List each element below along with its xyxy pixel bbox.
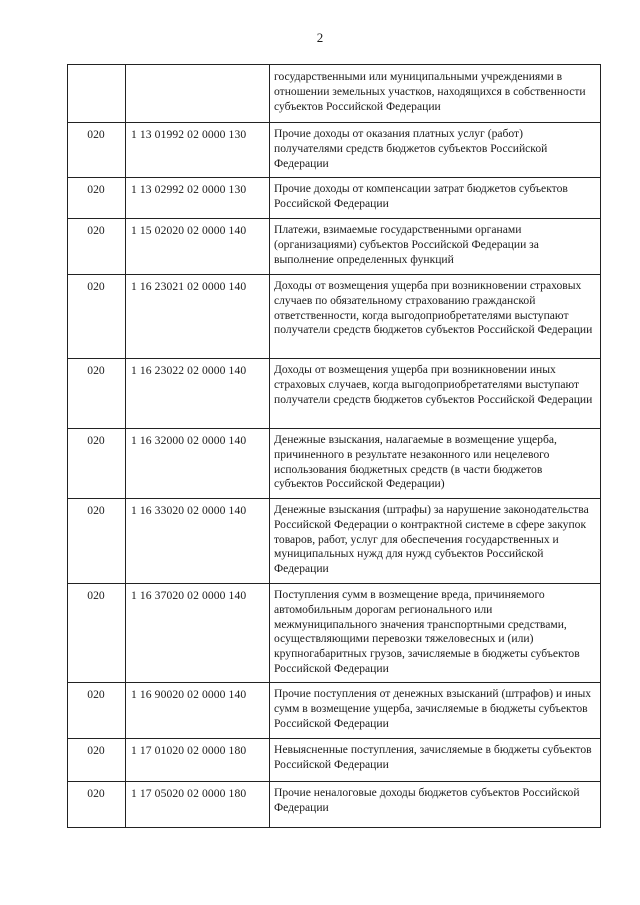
table-border-right — [600, 64, 601, 828]
budget-code-cell: 1 16 32000 02 0000 140 — [131, 434, 247, 447]
budget-code-cell: 1 13 01992 02 0000 130 — [131, 128, 247, 141]
budget-code-cell: 1 17 05020 02 0000 180 — [131, 787, 247, 800]
revenue-name-cell: Платежи, взимаемые государственными органами (организациями) субъектов Российской Федерации за выполнение определенных функций — [274, 223, 539, 266]
revenue-name-cell: Доходы от возмещения ущерба при возникновении иных страховых случаев, когда выгодоприобретателями выступают получатели средств бюджетов субъектов Российской Федерации — [274, 363, 593, 406]
table-row — [67, 219, 600, 275]
revenue-name-cell: Прочие поступления от денежных взысканий (штрафов) и иных сумм в возмещение ущерба, зачисляемые в бюджеты субъектов Российской Федерации — [274, 687, 592, 730]
budget-code-cell: 1 16 37020 02 0000 140 — [131, 589, 247, 602]
revenue-name-cell: Денежные взыскания, налагаемые в возмещение ущерба, причиненного в результате незаконного или нецелевого использования бюджетных средств (в части бюджетов субъектов Российской Федерации) — [274, 433, 557, 491]
table-row — [67, 64, 600, 123]
revenue-name-cell: Прочие доходы от компенсации затрат бюджетов субъектов Российской Федерации — [274, 182, 568, 210]
revenue-name-cell: государственными или муниципальными учреждениями в отношении земельных участков, находящихся в собственности субъектов Российской Федерации — [274, 70, 586, 113]
budget-code-cell: 1 13 02992 02 0000 130 — [131, 183, 247, 196]
admin-code-cell: 020 — [87, 434, 105, 447]
table-row — [67, 782, 600, 828]
table-row — [67, 275, 600, 359]
table-row — [67, 429, 600, 499]
admin-code-cell: 020 — [87, 504, 105, 517]
budget-code-cell: 1 16 23022 02 0000 140 — [131, 364, 247, 377]
budget-code-cell: 1 16 23021 02 0000 140 — [131, 280, 247, 293]
table-row — [67, 683, 600, 739]
revenue-name-cell: Невыясненные поступления, зачисляемые в бюджеты субъектов Российской Федерации — [274, 743, 592, 771]
table-row — [67, 178, 600, 219]
admin-code-cell: 020 — [87, 688, 105, 701]
admin-code-cell: 020 — [87, 787, 105, 800]
table-row — [67, 739, 600, 782]
table-row — [67, 584, 600, 683]
table-row — [67, 359, 600, 429]
admin-code-cell: 020 — [87, 744, 105, 757]
page-number: 2 — [316, 30, 324, 45]
revenue-classification-table — [67, 64, 600, 828]
admin-code-cell: 020 — [87, 128, 105, 141]
table-row — [67, 123, 600, 178]
revenue-name-cell: Доходы от возмещения ущерба при возникновении страховых случаев по обязательному страхованию гражданской ответственности, когда выгодоприобретателями выступают получатели средств бюджетов субъектов Российской Федерации — [274, 279, 593, 337]
revenue-name-cell: Прочие доходы от оказания платных услуг (работ) получателями средств бюджетов субъектов Российской Федерации — [274, 127, 548, 170]
admin-code-cell: 020 — [87, 280, 105, 293]
admin-code-cell: 020 — [87, 589, 105, 602]
revenue-name-cell: Денежные взыскания (штрафы) за нарушение законодательства Российской Федерации о контрактной системе в сфере закупок товаров, работ, услуг для обеспечения государственных и муниципальных нужд для нужд субъектов Российской Федерации — [274, 503, 589, 576]
revenue-name-cell: Поступления сумм в возмещение вреда, причиняемого автомобильным дорогам регионального или межмуниципального значения транспортными средствами, осуществляющими перевозки тяжеловесных и (или) крупногабаритных грузов, зачисляемые в бюджеты субъектов Российской Федерации — [274, 588, 580, 675]
budget-code-cell: 1 16 90020 02 0000 140 — [131, 688, 247, 701]
admin-code-cell: 020 — [87, 364, 105, 377]
admin-code-cell: 020 — [87, 224, 105, 237]
admin-code-cell: 020 — [87, 183, 105, 196]
budget-code-cell: 1 15 02020 02 0000 140 — [131, 224, 247, 237]
budget-code-cell: 1 16 33020 02 0000 140 — [131, 504, 247, 517]
table-row — [67, 499, 600, 584]
budget-code-cell: 1 17 01020 02 0000 180 — [131, 744, 247, 757]
revenue-name-cell: Прочие неналоговые доходы бюджетов субъектов Российской Федерации — [274, 786, 580, 814]
